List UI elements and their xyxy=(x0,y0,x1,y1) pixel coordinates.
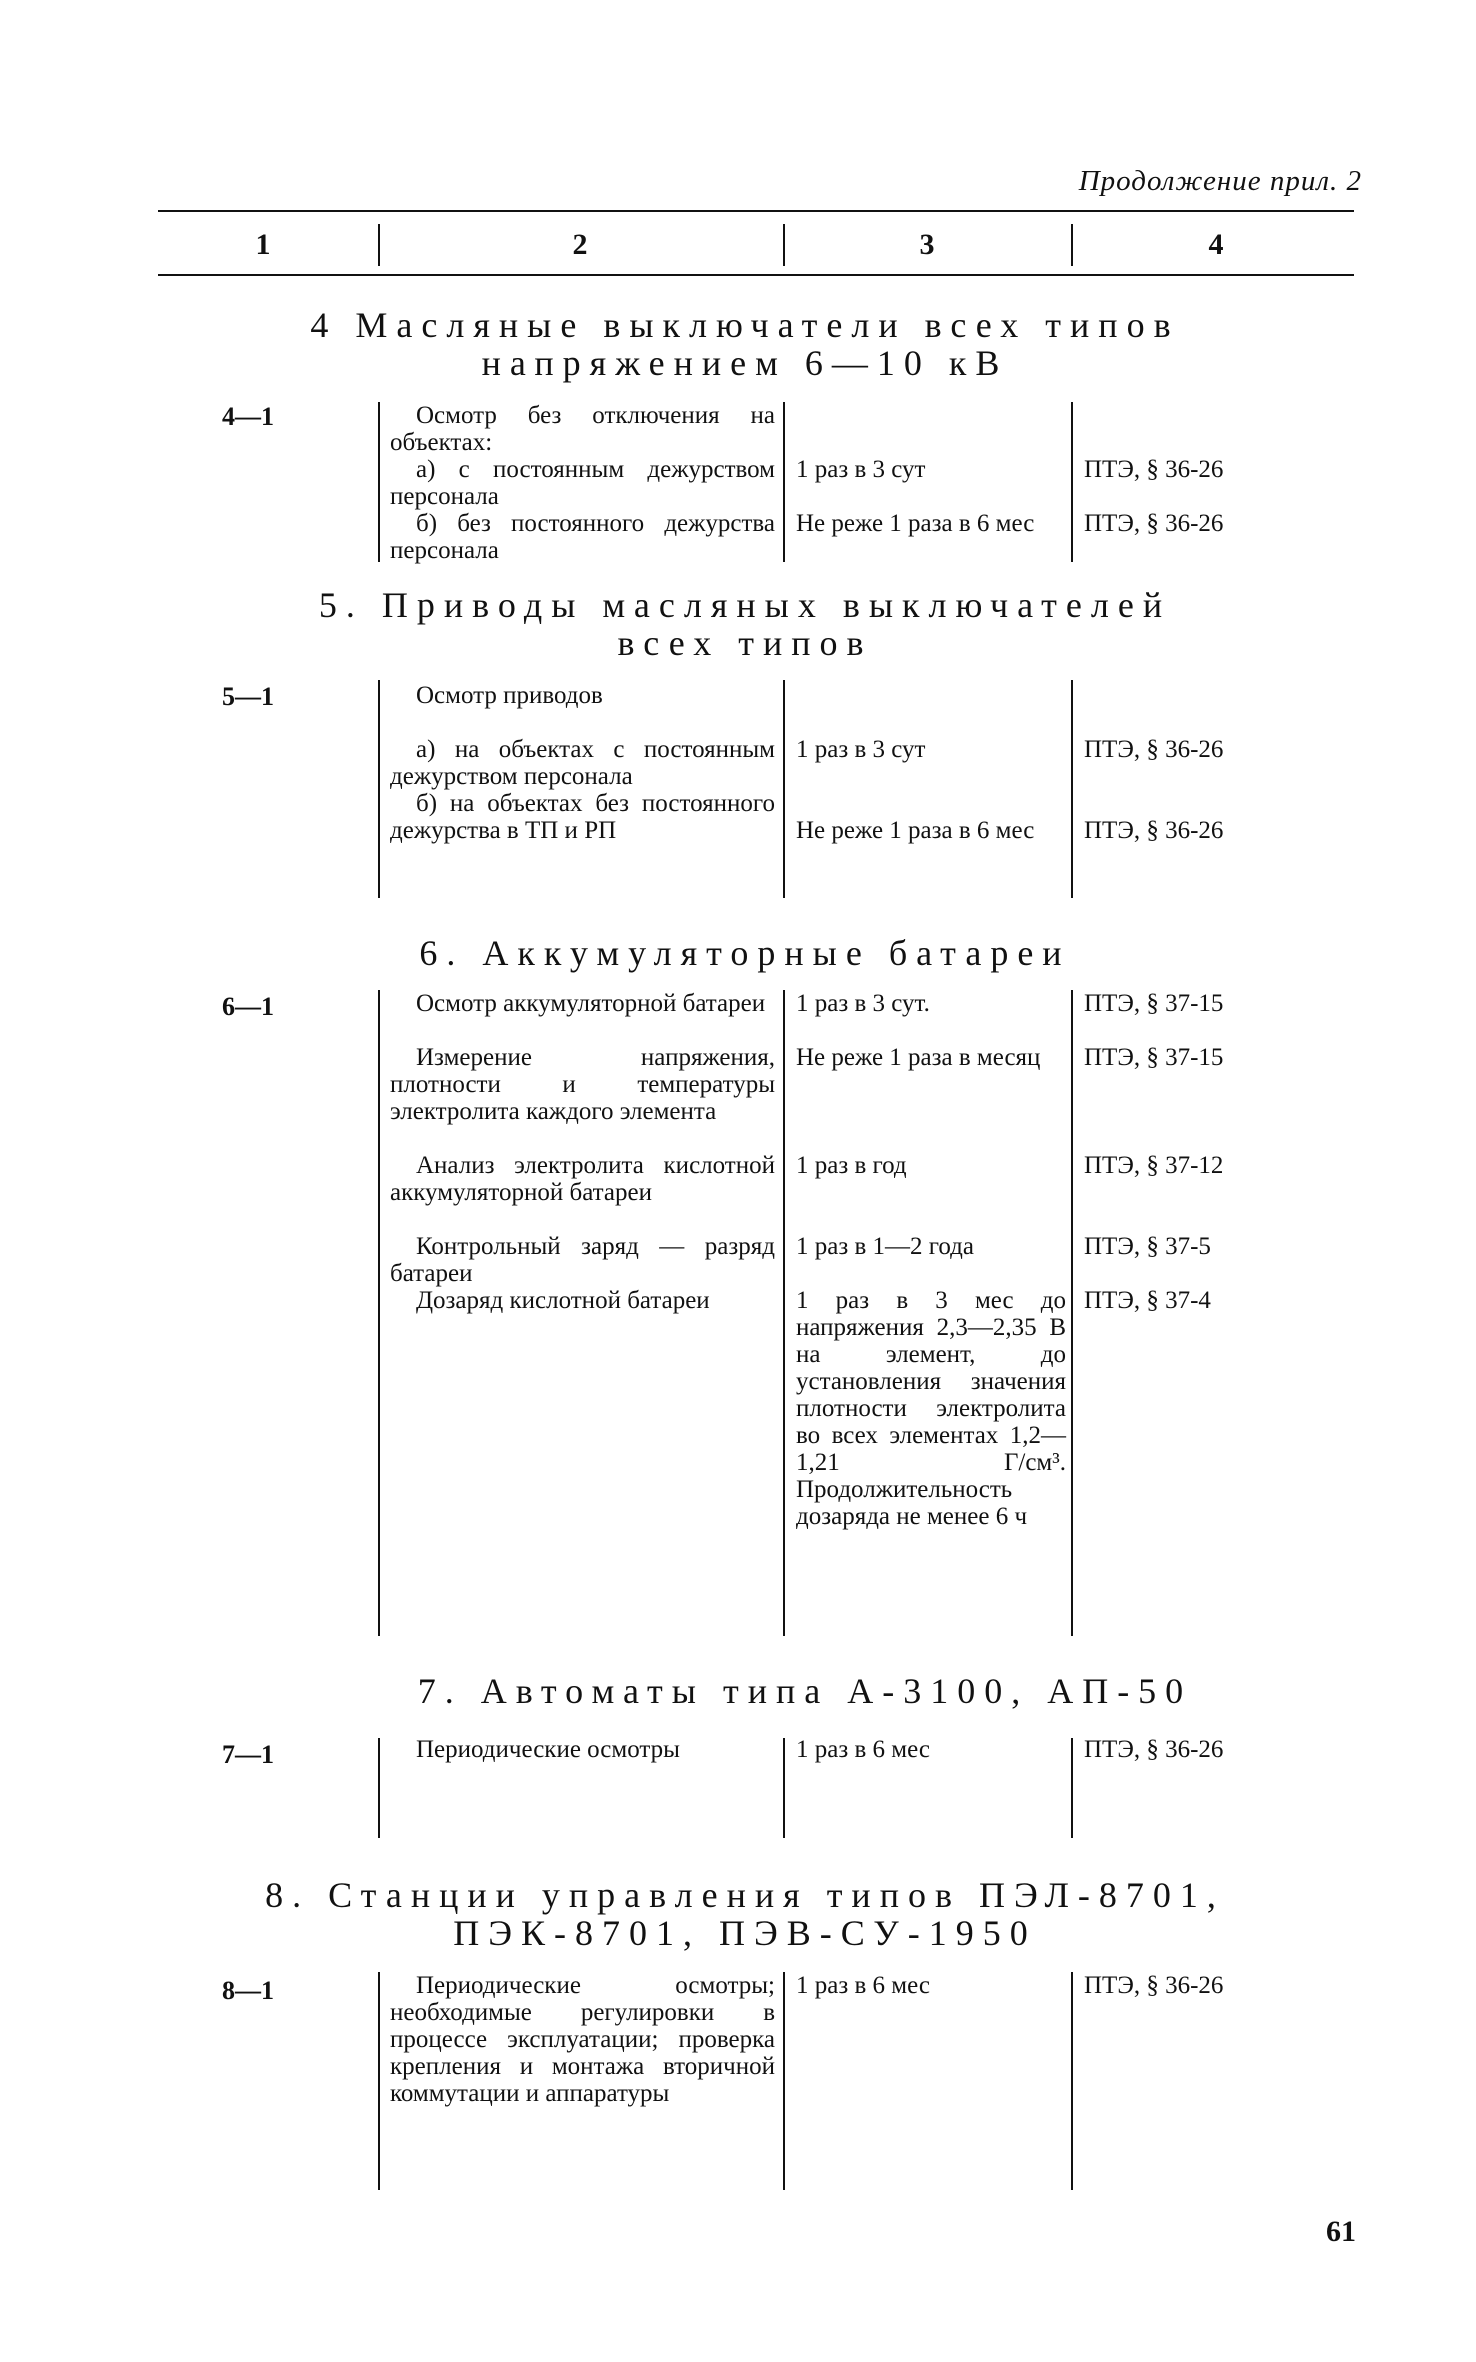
table-header-rule xyxy=(158,274,1354,276)
section-title-line: 4 Масляные выключатели всех типов xyxy=(310,305,1180,345)
row-id: 6—1 xyxy=(222,992,274,1021)
frequency-cell: Не реже 1 раза в 6 мес xyxy=(796,510,1035,537)
description-item: Осмотр приводов xyxy=(416,682,603,709)
description-item: б) на объектах без постоянного дежурства в ТП и РП xyxy=(390,790,775,844)
column-divider xyxy=(378,990,380,1636)
reference-cell: ПТЭ, § 37-4 xyxy=(1084,1287,1211,1314)
column-header-1: 1 xyxy=(255,228,271,261)
column-divider xyxy=(1071,680,1073,898)
reference-cell: ПТЭ, § 36-26 xyxy=(1084,1972,1224,1999)
continuation-note: Продолжение прил. 2 xyxy=(1078,165,1362,197)
inspection-description: Дозаряд кислотной батареи xyxy=(416,1287,710,1314)
section-title xyxy=(240,586,1250,662)
column-divider xyxy=(783,990,785,1636)
section-title xyxy=(240,1876,1250,1952)
header-divider-3 xyxy=(1071,224,1073,266)
header-divider-2 xyxy=(783,224,785,266)
column-divider xyxy=(378,680,380,898)
section-title-line: 8. Станции управления типов ПЭЛ-8701, xyxy=(265,1875,1225,1915)
frequency-cell: 1 раз в 6 мес xyxy=(796,1736,930,1763)
column-divider xyxy=(783,402,785,562)
frequency-cell: 1 раз в 1—2 года xyxy=(796,1233,975,1260)
reference-cell: ПТЭ, § 37-12 xyxy=(1084,1152,1224,1179)
description-item: б) без постоянного дежурства персонала xyxy=(390,510,775,564)
reference-cell: ПТЭ, § 37-15 xyxy=(1084,990,1224,1017)
column-divider xyxy=(783,1972,785,2190)
column-divider xyxy=(378,402,380,562)
inspection-description xyxy=(390,682,775,844)
reference-cell: ПТЭ, § 36-26 xyxy=(1084,456,1224,483)
column-divider xyxy=(783,680,785,898)
frequency-cell: Не реже 1 раза в 6 мес xyxy=(796,817,1035,844)
row-id: 4—1 xyxy=(222,402,274,431)
section-title xyxy=(300,1672,1310,1710)
section-title-line: 6. Аккумуляторные батареи xyxy=(419,933,1071,973)
column-divider xyxy=(1071,402,1073,562)
frequency-cell: 1 раз в 6 мес xyxy=(796,1972,930,1999)
reference-cell: ПТЭ, § 36-26 xyxy=(1084,510,1224,537)
inspection-description: Осмотр аккумуляторной батареи xyxy=(416,990,766,1017)
reference-cell: ПТЭ, § 36-26 xyxy=(1084,736,1224,763)
inspection-description: Периодические осмотры; необходимые регулировки в процессе эксплуатации; проверка крепления и монтажа вторичной коммутации и аппаратуры xyxy=(390,1972,775,2107)
header-divider-1 xyxy=(378,224,380,266)
page-number: 61 xyxy=(1326,2215,1356,2248)
frequency-cell: Не реже 1 раза в месяц xyxy=(796,1044,1041,1071)
row-id: 5—1 xyxy=(222,682,274,711)
reference-cell: ПТЭ, § 36-26 xyxy=(1084,1736,1224,1763)
section-title xyxy=(240,306,1250,382)
inspection-description: Измерение напряжения, плотности и температуры электролита каждого элемента xyxy=(390,1044,775,1125)
column-divider xyxy=(783,1738,785,1838)
inspection-description xyxy=(390,402,775,564)
column-divider xyxy=(1071,1972,1073,2190)
column-divider xyxy=(1071,1738,1073,1838)
column-header-2: 2 xyxy=(572,228,588,261)
inspection-description: Анализ электролита кислотной аккумуляторной батареи xyxy=(390,1152,775,1206)
inspection-description: Периодические осмотры xyxy=(416,1736,680,1763)
reference-cell: ПТЭ, § 37-15 xyxy=(1084,1044,1224,1071)
section-title-line: всех типов xyxy=(617,623,873,663)
frequency-cell: 1 раз в 3 сут. xyxy=(796,990,930,1017)
section-title-line: напряжением 6—10 кВ xyxy=(481,343,1009,383)
frequency-cell: 1 раз в год xyxy=(796,1152,907,1179)
row-id: 8—1 xyxy=(222,1976,274,2005)
row-id: 7—1 xyxy=(222,1740,274,1769)
section-title xyxy=(240,934,1250,972)
reference-cell: ПТЭ, § 37-5 xyxy=(1084,1233,1211,1260)
frequency-cell: 1 раз в 3 мес до напряжения 2,3—2,35 В на элемент, до установления значения плотности электролита во всех элементах 1,2—1,21 Г/см³. Продолжительность дозаряда не менее 6 ч xyxy=(796,1287,1066,1530)
section-title-line: ПЭК-8701, ПЭВ-СУ-1950 xyxy=(453,1913,1037,1953)
inspection-description: Контрольный заряд — разряд батареи xyxy=(390,1233,775,1287)
section-title-line: 5. Приводы масляных выключателей xyxy=(318,585,1172,625)
frequency-cell: 1 раз в 3 сут xyxy=(796,456,926,483)
column-divider xyxy=(378,1972,380,2190)
table-top-rule xyxy=(158,210,1354,212)
section-title-line: 7. Автоматы типа А-3100, АП-50 xyxy=(417,1671,1193,1711)
description-item: Осмотр без отключения на объектах: xyxy=(390,402,775,456)
column-header-4: 4 xyxy=(1208,228,1224,261)
frequency-cell: 1 раз в 3 сут xyxy=(796,736,926,763)
column-divider xyxy=(1071,990,1073,1636)
column-header-3: 3 xyxy=(919,228,935,261)
description-item: а) на объектах с постоянным дежурством персонала xyxy=(390,736,775,790)
reference-cell: ПТЭ, § 36-26 xyxy=(1084,817,1224,844)
description-item: а) с постоянным дежурством персонала xyxy=(390,456,775,510)
column-divider xyxy=(378,1738,380,1838)
